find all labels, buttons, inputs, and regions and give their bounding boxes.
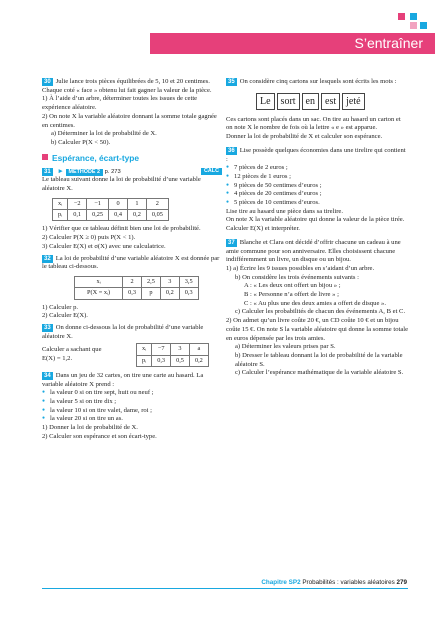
table-head-cell: xᵢ xyxy=(53,198,68,209)
list-item: ● la valeur 0 si on tire sept, huit ou neuf ; xyxy=(42,389,222,398)
table-head-cell: xᵢ xyxy=(75,276,123,287)
table-head-cell: P(X = xᵢ) xyxy=(75,288,123,299)
exercise-intro: Le tableau suivant donne la loi de probabilité d’une variable aléatoire X. xyxy=(42,176,201,193)
table-cell: −1 xyxy=(87,198,109,209)
table-row xyxy=(75,288,199,299)
table-head-cell: xᵢ xyxy=(137,344,152,355)
question: 1) Vérifier que ce tableau définit bien une loi de probabilité. xyxy=(42,225,201,233)
table-row xyxy=(137,344,209,355)
exercise-body: Ces cartons sont placés dans un sac. On tire au hasard un carton et on note X le nombre de fois où la lettre « e » est apparue. xyxy=(226,115,401,132)
table-cell: a xyxy=(189,344,208,355)
exercise-31 xyxy=(42,168,222,252)
page-title: S’entraîner xyxy=(354,35,423,51)
method-link[interactable]: MÉTHODE 2 xyxy=(66,169,103,176)
table-head-cell: pᵢ xyxy=(53,210,68,221)
exercise-33 xyxy=(42,324,222,369)
event: A : « Les deux ont offert un bijou » ; xyxy=(244,282,341,290)
sub-question: c) Calculer l’espérance mathématique de la variable aléatoire S. xyxy=(235,369,404,377)
exercise-intro: La loi de probabilité d’une variable aléatoire X est donnée par le tableau ci-dessous. xyxy=(42,254,220,271)
table-cell: 0,2 xyxy=(160,288,179,299)
table-row xyxy=(53,198,169,209)
table-cell: 0,05 xyxy=(146,210,168,221)
exercise-number: 35 xyxy=(228,79,235,85)
right-column xyxy=(226,78,408,381)
exercise-intro: Lise possède quelques économies dans une tirelire qui contient : xyxy=(226,146,406,163)
question: E(X) = 1,2. xyxy=(42,355,73,363)
exercise-intro: On donne ci-dessous la loi de probabilité d’une variable aléatoire X. xyxy=(42,323,204,340)
page-ref[interactable]: p. 273 xyxy=(104,168,121,175)
table-cell: −7 xyxy=(152,344,171,355)
calc-badge: CALC xyxy=(201,168,222,175)
table-cell: 0 xyxy=(109,198,128,209)
table-cell: −2 xyxy=(68,198,87,209)
table-cell: 3,5 xyxy=(179,276,198,287)
table-cell: 2 xyxy=(146,198,168,209)
page-footer xyxy=(261,579,407,587)
table-cell: 0,5 xyxy=(171,355,190,366)
sub-question: c) Calculer les probabilités de chacun des événements A, B et C. xyxy=(235,308,406,316)
event: B : « Personne n’a offert de livre » ; xyxy=(244,291,339,299)
header-decor-square xyxy=(420,22,427,29)
exercise-30 xyxy=(42,78,222,148)
question: 2) Calculer P(X ≥ 0) puis P(X < 1). xyxy=(42,234,136,242)
word-cards xyxy=(256,93,408,110)
list-item: ● la valeur 10 si on tire valet, dame, roi ; xyxy=(42,407,222,416)
table-cell: 1 xyxy=(127,198,146,209)
exercise-body: Lise tire au hasard une pièce dans sa tirelire. xyxy=(226,207,343,215)
table-cell: 3 xyxy=(160,276,179,287)
exercise-body: On note X la variable aléatoire qui donne la valeur de la pièce tirée. xyxy=(226,216,405,224)
table-cell: 2 xyxy=(123,276,142,287)
table-cell: 3 xyxy=(171,344,190,355)
exercise-number: 34 xyxy=(44,372,51,379)
page-number: 279 xyxy=(396,579,407,586)
question: 1) Donner la loi de probabilité de X. xyxy=(42,424,138,432)
question: 2) On admet qu’un livre coûte 20 €, un CD coûte 10 € et un bijou coûte 15 €. On note S la variable aléatoire qui donne la somme totale en euros dépensée par les trois amies. xyxy=(226,317,409,342)
probability-table xyxy=(74,276,199,300)
exercise-number: 33 xyxy=(44,324,51,331)
left-column xyxy=(42,78,222,445)
table-cell: 0,2 xyxy=(189,355,208,366)
probability-table xyxy=(52,198,169,222)
sub-question: b) Calculer P(X < 50). xyxy=(51,138,111,146)
table-cell: 0,2 xyxy=(127,210,146,221)
exercise-number: 36 xyxy=(228,147,235,154)
table-cell: 2,5 xyxy=(142,276,161,287)
table-row xyxy=(137,355,209,366)
header-decor-square xyxy=(410,22,417,29)
table-row xyxy=(53,210,169,221)
table-head-cell: pᵢ xyxy=(137,355,152,366)
word-card: jeté xyxy=(342,93,364,110)
header-banner xyxy=(150,33,435,54)
arrow-icon: ► xyxy=(57,167,64,175)
word-card: sort xyxy=(277,93,300,110)
footer-title: Probabilités : variables aléatoires xyxy=(302,579,395,586)
exercise-number: 30 xyxy=(44,79,51,85)
question: 2) Calculer son espérance et son écart-type. xyxy=(42,432,157,440)
table-cell: 0,3 xyxy=(152,355,171,366)
list-item: ● 4 pièces de 20 centimes d’euros ; xyxy=(226,190,408,199)
exercise-35 xyxy=(226,78,408,142)
exercise-intro: Julie lance trois pièces équilibrées de 5, 10 et 20 centimes. Chaque coté « face » obtenu lui fait gagner la valeur de la pièce. xyxy=(42,78,212,94)
exercise-number: 37 xyxy=(228,239,235,246)
word-card: Le xyxy=(256,93,275,110)
sub-question: b) Dresser le tableau donnant la loi de probabilité de la variable aléatoire S. xyxy=(235,351,403,368)
list-item: ● 7 pièces de 2 euros ; xyxy=(226,164,408,173)
exercise-36 xyxy=(226,147,408,234)
sub-question: b) On considère les trois événements suivants : xyxy=(235,273,359,281)
table-cell: 0,1 xyxy=(68,210,87,221)
table-row xyxy=(75,276,199,287)
question: 1) Calculer p. xyxy=(42,303,79,311)
question: Calculer E(X) et interpréter. xyxy=(226,225,300,233)
table-cell: 0,3 xyxy=(123,288,142,299)
section-title: Espérance, écart-type xyxy=(42,153,222,164)
table-cell: 0,4 xyxy=(109,210,128,221)
square-icon xyxy=(42,154,48,160)
list-item: ● 9 pièces de 50 centimes d’euros ; xyxy=(226,182,408,191)
question: 1) À l’aide d’un arbre, déterminer toutes les issues de cette expérience aléatoire. xyxy=(42,95,198,112)
footer-chapter: Chapitre SP2 xyxy=(261,579,301,586)
list-item: ● 5 pièces de 10 centimes d’euros. xyxy=(226,199,408,208)
list-item: ● la valeur 20 si on tire un as. xyxy=(42,415,222,424)
footer-divider xyxy=(42,588,408,589)
list-item: ● 12 pièces de 1 euros ; xyxy=(226,173,408,182)
word-card: en xyxy=(302,93,319,110)
exercise-number: 31 xyxy=(44,168,51,175)
table-cell: p xyxy=(142,288,161,299)
question: 2) On note X la variable aléatoire donnant la somme totale gagnée en centimes. xyxy=(42,112,217,129)
table-cell: 0,3 xyxy=(179,288,198,299)
exercise-intro: Blanche et Clara ont décidé d’offrir chacune un cadeau à une amie commune pour son anniversaire. Elles choisissent chacune indifféremment un livre, un disque ou un bijou. xyxy=(226,238,401,264)
table-cell: 0,25 xyxy=(87,210,109,221)
exercise-34 xyxy=(42,372,222,442)
sub-question: a) Déterminer la loi de probabilité de X. xyxy=(51,130,157,138)
question: 1) a) Écrire les 9 issues possibles en s’aidant d’un arbre. xyxy=(226,264,375,272)
question: Calculer a sachant que xyxy=(42,346,102,354)
question: Donner la loi de probabilité de X et calculer son espérance. xyxy=(226,133,383,141)
exercise-intro: On considère cinq cartons sur lesquels sont écrits les mots : xyxy=(239,78,397,85)
exercise-intro: Dans un jeu de 32 cartes, on tire une carte au hasard. La variable aléatoire X prend : xyxy=(42,371,204,388)
header-decor-square xyxy=(398,13,405,20)
sub-question: a) Déterminer les valeurs prises par S. xyxy=(235,343,336,351)
word-card: est xyxy=(321,93,340,110)
probability-table xyxy=(136,343,209,367)
header-decor-square xyxy=(410,13,417,20)
exercise-32 xyxy=(42,255,222,321)
question: 2) Calculer E(X). xyxy=(42,312,88,320)
question: 3) Calculer E(X) et σ(X) avec une calculatrice. xyxy=(42,242,166,250)
exercise-number: 32 xyxy=(44,255,51,262)
event: C : « Au plus une des deux amies a offert de disque ». xyxy=(244,299,386,307)
list-item: ● la valeur 5 si on tire dix ; xyxy=(42,398,222,407)
exercise-37 xyxy=(226,239,408,378)
